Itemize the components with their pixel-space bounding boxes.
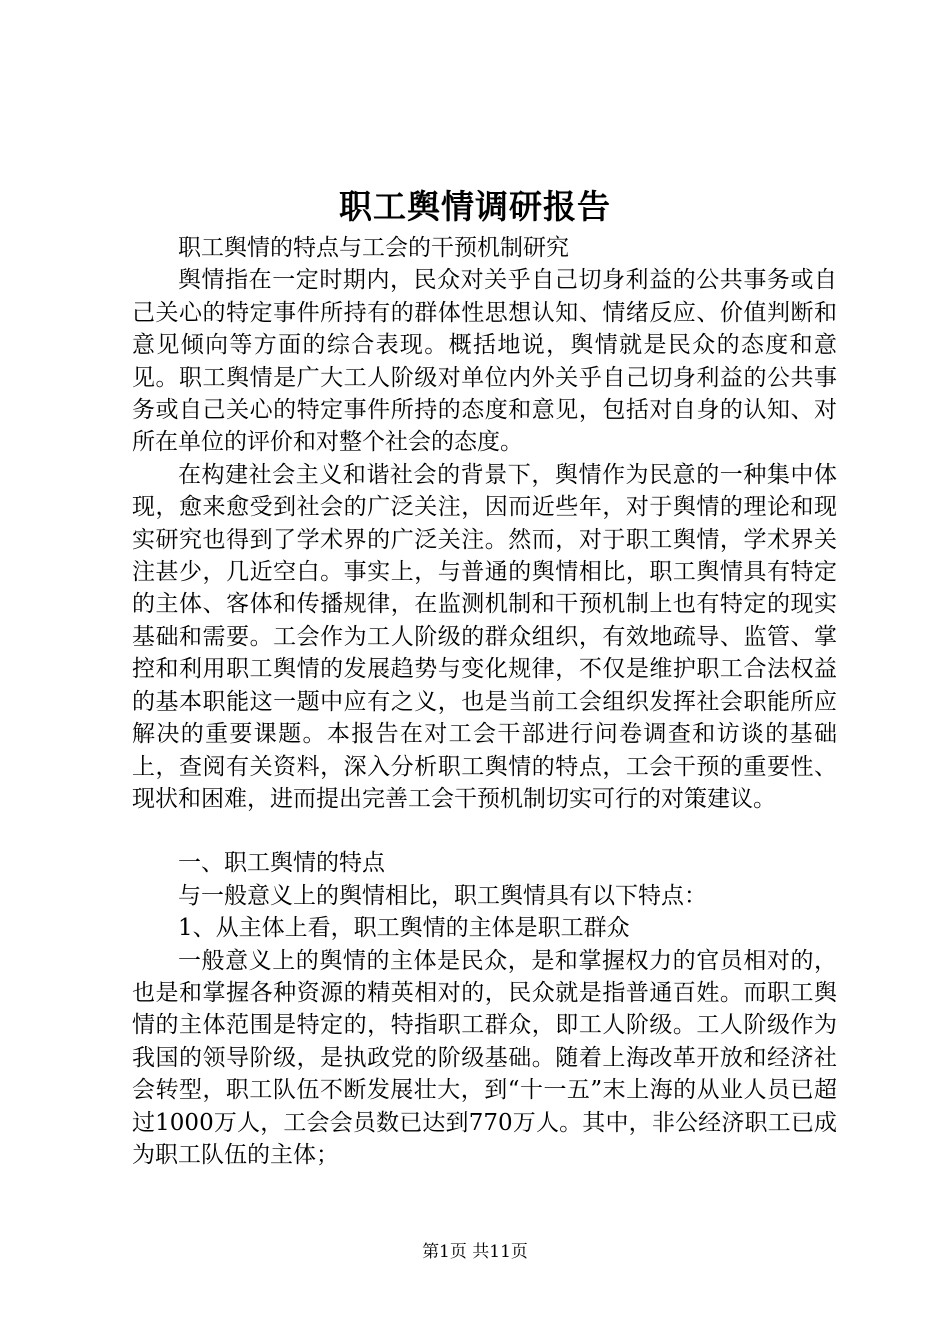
document-body <box>132 232 837 1171</box>
document-title: 职工舆情调研报告 <box>339 187 611 226</box>
body-paragraph: 与一般意义上的舆情相比，职工舆情具有以下特点： <box>178 882 707 909</box>
body-paragraph: 在构建社会主义和谐社会的背景下，舆情作为民意的一种集中体现，愈来愈受到社会的广泛关注，因而近些年，对于舆情的理论和现实研究也得到了学术界的广泛关注。然而，对于职工舆情，学术界关注甚少，几近空白。事实上，与普通的舆情相比，职工舆情具有特定的主体、客体和传播规律，在监测机制和干预机制上也有特定的现实基础和需要。工会作为工人阶级的群众组织，有效地疏导、监管、掌控和利用职工舆情的发展趋势与变化规律，不仅是维护职工合法权益的基本职能这一题中应有之义，也是当前工会组织发挥社会职能所应解决的重要课题。本报告在对工会干部进行问卷调查和访谈的基础上，查阅有关资料，深入分析职工舆情的特点，工会干预的重要性、现状和困难，进而提出完善工会干预机制切实可行的对策建议。 <box>132 461 837 812</box>
body-paragraph: 一般意义上的舆情的主体是民众，是和掌握权力的官员相对的，也是和掌握各种资源的精英相对的，民众就是指普通百姓。而职工舆情的主体范围是特定的，特指职工群众，即工人阶级。工人阶级作为我国的领导阶级，是执政党的阶级基础。随着上海改革开放和经济社会转型，职工队伍不断发展壮大，到“十一五”末上海的从业人员已超过1000万人，工会会员数已达到770万人。其中，非公经济职工已成为职工队伍的主体； <box>132 947 837 1168</box>
subtitle-paragraph: 职工舆情的特点与工会的干预机制研究 <box>178 235 569 261</box>
body-paragraph: 舆情指在一定时期内，民众对关乎自己切身利益的公共事务或自己关心的特定事件所持有的群体性思想认知、情绪反应、价值判断和意见倾向等方面的综合表现。概括地说，舆情就是民众的态度和意见。职工舆情是广大工人阶级对单位内外关乎自己切身利益的公共事务或自己关心的特定事件所持的态度和意见，包括对自身的认知、对所在单位的评价和对整个社会的态度。 <box>132 267 837 456</box>
subsection-heading: 1、从主体上看，职工舆情的主体是职工群众 <box>178 915 630 942</box>
page-number-footer: 第1页 共11页 <box>422 1242 528 1262</box>
section-heading: 一、职工舆情的特点 <box>178 850 385 877</box>
